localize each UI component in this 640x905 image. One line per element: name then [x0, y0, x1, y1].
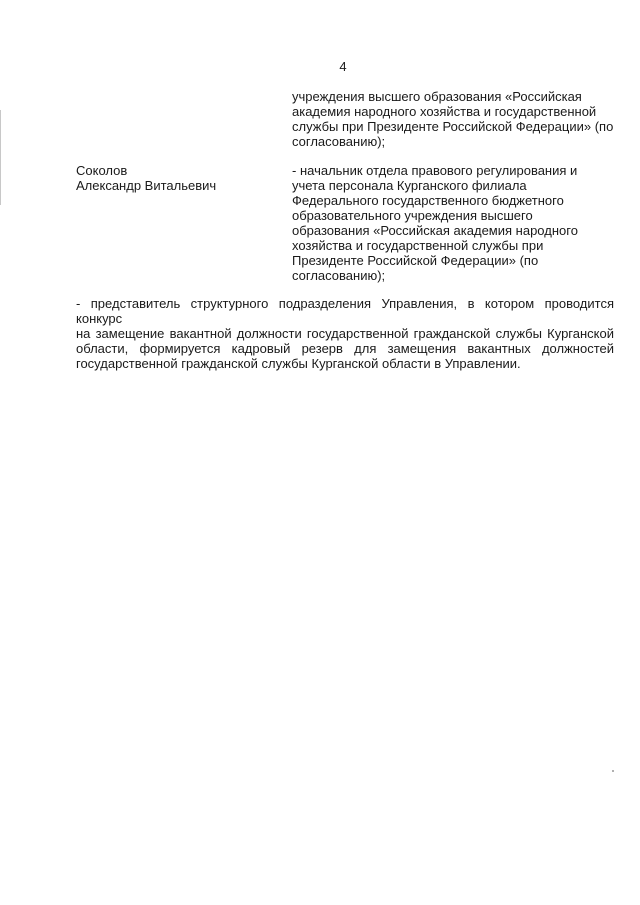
member-name [76, 163, 276, 193]
member-given-names: Александр Витальевич [76, 178, 217, 193]
representative-paragraph [76, 296, 614, 371]
text-line: - начальник отдела правового регулирования и [292, 163, 578, 178]
text-line: академия народного хозяйства и государственной [292, 104, 597, 119]
text-line: образования «Российская академия народного [292, 223, 578, 238]
text-line: хозяйства и государственной службы при [292, 238, 544, 253]
text-line: согласованию); [292, 134, 386, 149]
continued-member-description [292, 89, 622, 149]
text-line: службы при Президенте Российской Федерации» (по [292, 119, 614, 134]
scan-edge-mark [0, 110, 1, 205]
text-line: на замещение вакантной должности государственной гражданской службы Курганской [76, 326, 614, 341]
member-position [292, 163, 592, 283]
text-line: учета персонала Курганского филиала [292, 178, 527, 193]
text-line: - представитель структурного подразделения Управления, в котором проводится конкурс [76, 296, 614, 326]
text-line: образовательного учреждения высшего [292, 208, 533, 223]
text-line: учреждения высшего образования «Российская [292, 89, 582, 104]
member-surname: Соколов [76, 163, 128, 178]
text-line: государственной гражданской службы Курганской области в Управлении. [76, 356, 521, 371]
text-line: области, формируется кадровый резерв для замещения вакантных должностей [76, 341, 614, 356]
scan-dust-mark [612, 770, 614, 772]
text-line: Федерального государственного бюджетного [292, 193, 564, 208]
page-number: 4 [339, 59, 347, 74]
text-line: согласованию); [292, 268, 386, 283]
text-line: Президенте Российской Федерации» (по [292, 253, 539, 268]
